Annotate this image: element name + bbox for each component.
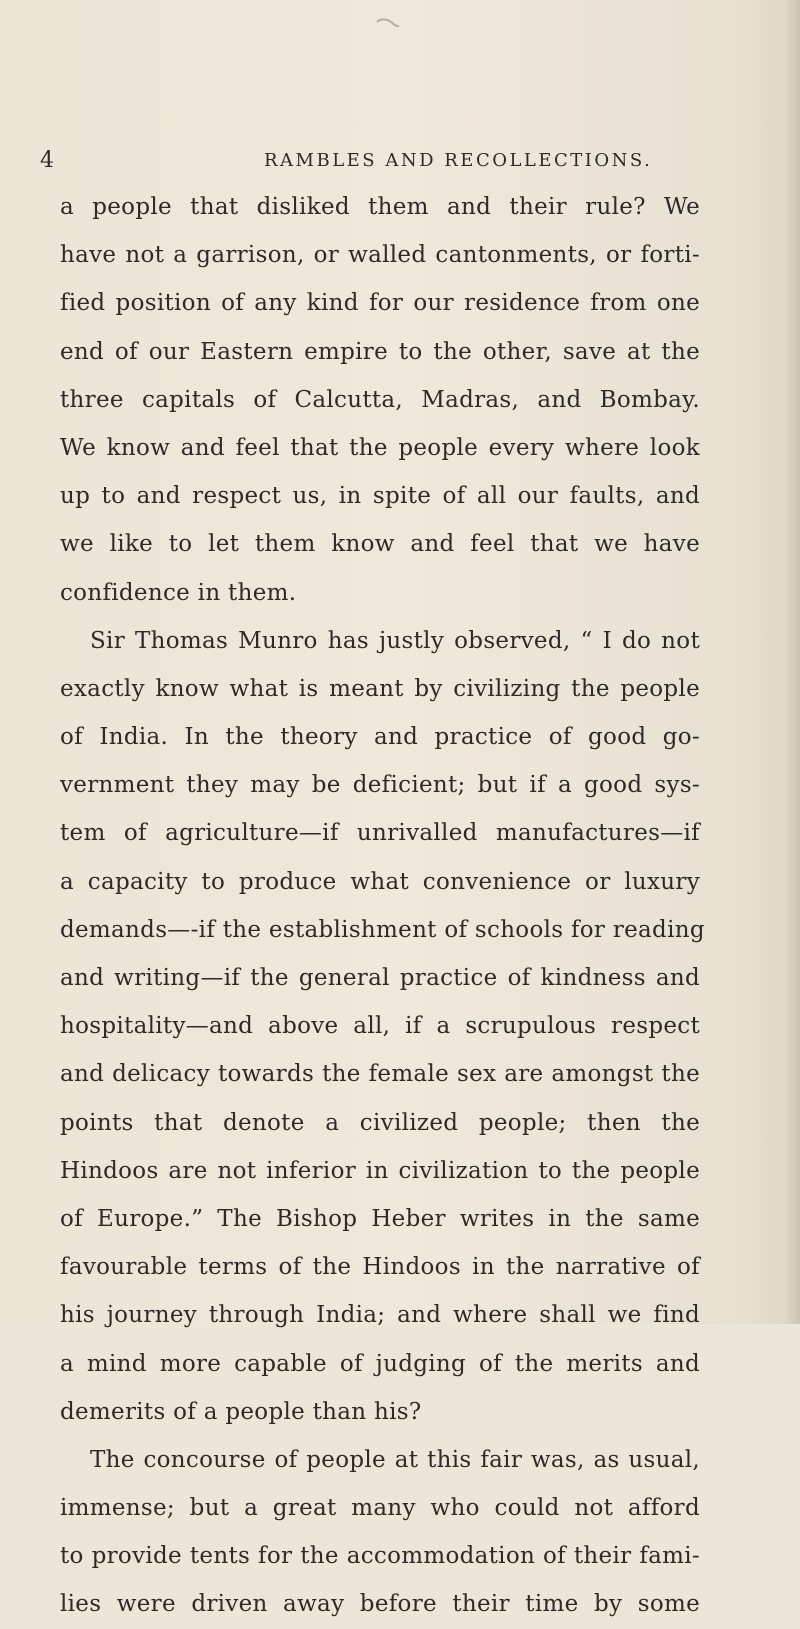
text-line: favourable terms of the Hindoos in the narrative of xyxy=(60,1254,700,1281)
text-line: tem of agriculture—if unrivalled manufactures—if xyxy=(60,820,700,847)
text-line: a capacity to produce what convenience or luxury xyxy=(60,868,700,895)
text-line: hospitality—and above all, if a scrupulous respect xyxy=(60,1013,700,1040)
text-line: and writing—if the general practice of kindness and xyxy=(60,965,700,991)
text-line: Hindoos are not inferior in civilization to the people xyxy=(60,1157,700,1184)
text-line: exactly know what is meant by civilizing the people xyxy=(60,675,700,702)
page-number: 4 xyxy=(40,148,55,173)
text-line: three capitals of Calcutta, Madras, and Bombay. xyxy=(60,386,700,413)
text-line: up to and respect us, in spite of all our faults, and xyxy=(60,483,700,510)
text-line: demerits of a people than his? xyxy=(60,1398,422,1425)
page-header xyxy=(40,148,760,178)
text-line: Sir Thomas Munro has justly observed, “ I do not xyxy=(90,627,700,654)
text-line: demands—-if the establishment of schools for reading xyxy=(60,916,705,943)
body-text xyxy=(60,183,705,1629)
text-line: of India. In the theory and practice of good go- xyxy=(60,724,700,751)
page-edge-shadow xyxy=(786,0,800,1324)
text-line: confidence in them. xyxy=(60,579,297,606)
running-head: RAMBLES AND RECOLLECTIONS. xyxy=(264,150,653,171)
text-line: immense; but a great many who could not afford xyxy=(60,1495,700,1522)
text-line: a mind more capable of judging of the merits and xyxy=(60,1350,700,1377)
text-line: we like to let them know and feel that we have xyxy=(60,531,700,558)
text-line: of Europe.” The Bishop Heber writes in the same xyxy=(60,1205,700,1232)
text-line: lies were driven away before their time by some xyxy=(60,1591,700,1618)
text-line: and delicacy towards the female sex are amongst the xyxy=(60,1061,700,1088)
text-line: We know and feel that the people every where look xyxy=(60,434,700,461)
text-line: his journey through India; and where shall we find xyxy=(60,1302,700,1329)
text-line: have not a garrison, or walled cantonments, or forti- xyxy=(60,242,700,269)
text-line: a people that disliked them and their rule? We xyxy=(60,194,700,220)
text-line: to provide tents for the accommodation of their fami- xyxy=(60,1543,700,1570)
text-line: end of our Eastern empire to the other, save at the xyxy=(60,338,700,365)
ink-smudge-mark xyxy=(375,14,401,32)
text-line: points that denote a civilized people; then the xyxy=(60,1109,700,1136)
text-line: vernment they may be deficient; but if a good sys- xyxy=(60,772,700,799)
text-line: The concourse of people at this fair was, as usual, xyxy=(90,1446,700,1473)
text-line: fied position of any kind for our residence from one xyxy=(60,290,700,317)
